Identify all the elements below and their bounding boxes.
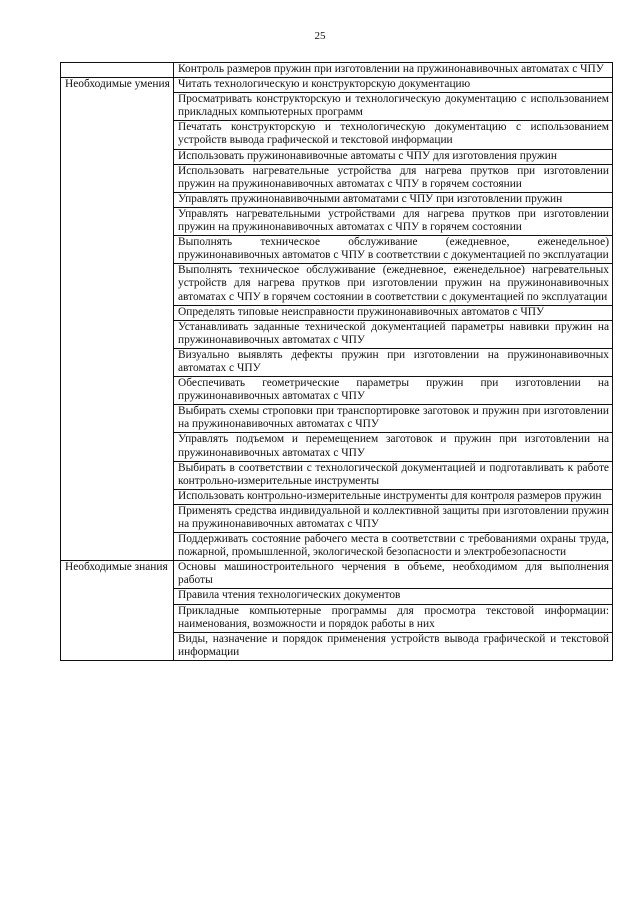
skills-item: Управлять пружинонавивочными автоматами с ЧПУ при изготовлении пружин xyxy=(174,192,613,207)
control-sizes-item: Контроль размеров пружин при изготовлении на пружинонавивочных автоматах с ЧПУ xyxy=(174,63,613,78)
skills-item: Выбирать схемы строповки при транспортировке заготовок и пружин при изготовлении на пружинонавивочных автоматах с ЧПУ xyxy=(174,405,613,433)
knowledge-item: Виды, назначение и порядок применения устройств вывода графической и текстовой информации xyxy=(174,632,613,660)
skills-item: Печатать конструкторскую и технологическую документацию с использованием устройств вывода графической и текстовой информации xyxy=(174,121,613,149)
knowledge-item: Правила чтения технологических документов xyxy=(174,589,613,604)
skills-item: Использовать контрольно-измерительные инструменты для контроля размеров пружин xyxy=(174,489,613,504)
skills-item: Устанавливать заданные технической документацией параметры навивки пружин на пружинонавивочных автоматах с ЧПУ xyxy=(174,320,613,348)
skills-item: Читать технологическую и конструкторскую документацию xyxy=(174,78,613,93)
page-number: 25 xyxy=(314,30,326,42)
requirements-table xyxy=(60,62,613,661)
skills-item: Определять типовые неисправности пружинонавивочных автоматов с ЧПУ xyxy=(174,305,613,320)
skills-item: Визуально выявлять дефекты пружин при изготовлении на пружинонавивочных автоматах с ЧПУ xyxy=(174,348,613,376)
knowledge-item: Основы машиностроительного черчения в объеме, необходимом для выполнения работы xyxy=(174,561,613,589)
empty-label-cell xyxy=(61,63,174,78)
skills-item: Поддерживать состояние рабочего места в соответствии с требованиями охраны труда, пожарной, промышленной, экологической безопасности и электробезопасности xyxy=(174,533,613,561)
skills-label: Необходимые умения xyxy=(61,78,174,561)
skills-item: Выполнять техническое обслуживание (ежедневное, еженедельное) нагревательных устройств для нагрева прутков при изготовлении пружин на пружинонавивочных автоматах с ЧПУ в горячем состоянии в соответствии с документацией по эксплуатации xyxy=(174,264,613,305)
knowledge-item: Прикладные компьютерные программы для просмотра текстовой информации: наименования, возможности и порядок работы в них xyxy=(174,604,613,632)
skills-item: Управлять нагревательными устройствами для нагрева прутков при изготовлении пружин на пружинонавивочных автоматах с ЧПУ в горячем состоянии xyxy=(174,207,613,235)
skills-item: Использовать пружинонавивочные автоматы с ЧПУ для изготовления пружин xyxy=(174,149,613,164)
skills-item: Управлять подъемом и перемещением заготовок и пружин при изготовлении на пружинонавивочных автоматах с ЧПУ xyxy=(174,433,613,461)
skills-item: Обеспечивать геометрические параметры пружин при изготовлении на пружинонавивочных автоматах с ЧПУ xyxy=(174,377,613,405)
table-row xyxy=(61,561,613,589)
knowledge-label: Необходимые знания xyxy=(61,561,174,661)
skills-item: Использовать нагревательные устройства для нагрева прутков при изготовлении пружин на пружинонавивочных автоматах с ЧПУ в горячем состоянии xyxy=(174,164,613,192)
table-row xyxy=(61,78,613,93)
skills-item: Выбирать в соответствии с технологической документацией и подготавливать к работе контрольно-измерительные инструменты xyxy=(174,461,613,489)
skills-item: Просматривать конструкторскую и технологическую документацию с использованием прикладных компьютерных программ xyxy=(174,93,613,121)
skills-item: Выполнять техническое обслуживание (ежедневное, еженедельное) пружинонавивочных автоматов с ЧПУ в соответствии с документацией по эксплуатации xyxy=(174,236,613,264)
table-row xyxy=(61,63,613,78)
skills-item: Применять средства индивидуальной и коллективной защиты при изготовлении пружин на пружинонавивочных автоматах с ЧПУ xyxy=(174,504,613,532)
